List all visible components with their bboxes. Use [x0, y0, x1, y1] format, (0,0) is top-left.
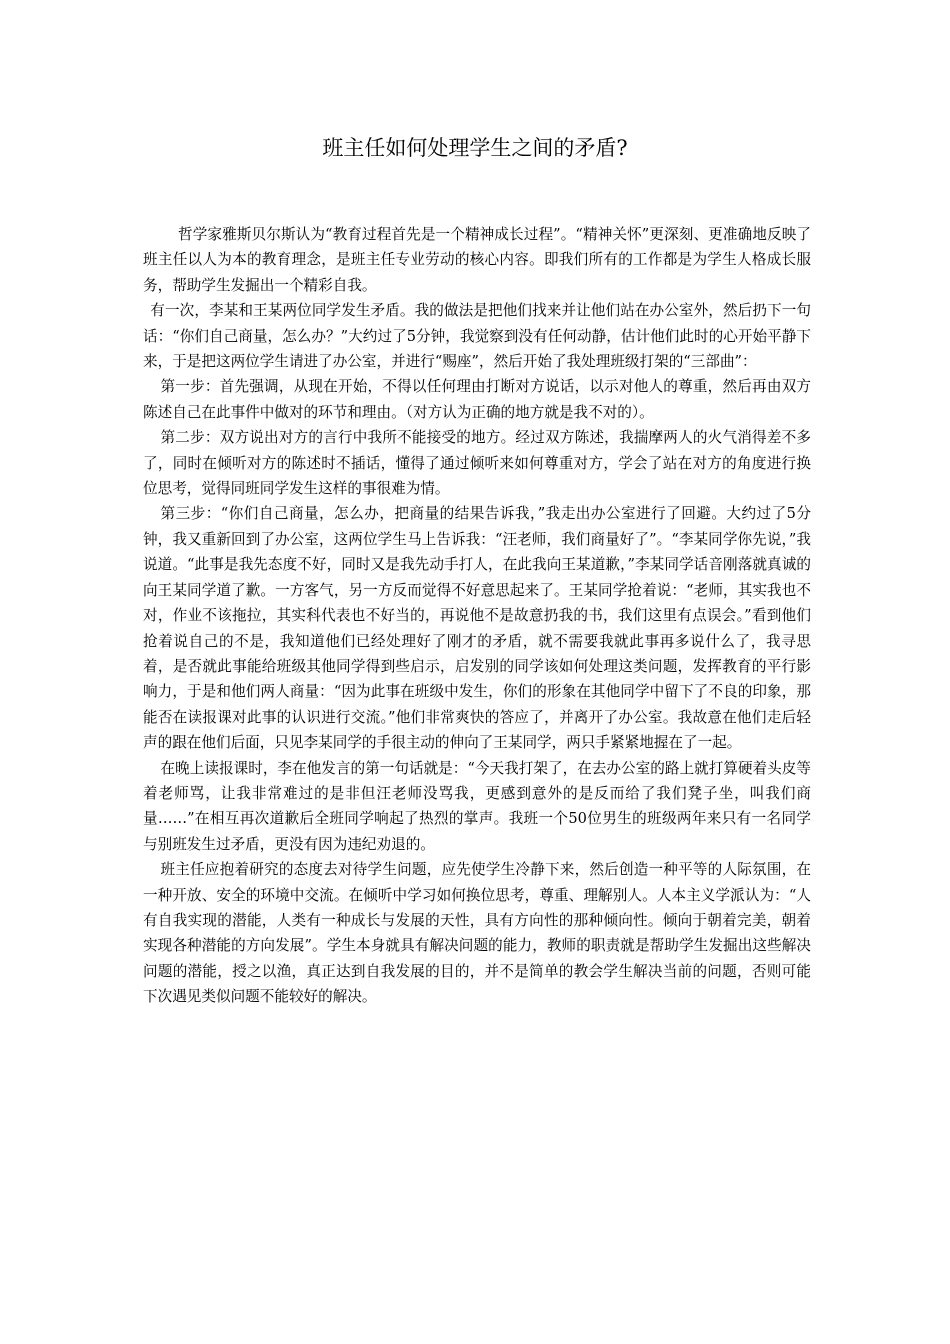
paragraph-step-three: 第三步：“你们自己商量，怎么办，把商量的结果告诉我，”我走出办公室进行了回避。大约过了5分钟，我又重新回到了办公室，这两位学生马上告诉我：“汪老师，我们商量好了”。“李某同学你先说，”我说道。“此事是我先态度不好，同时又是我先动手打人，在此我向王某道歉，”李某同学话音刚落就真诚的向王某同学道了歉。一方客气，另一方反而觉得不好意思起来了。王某同学抢着说：“老师，其实我也不对，作业不该拖拉，其实科代表也不好当的，再说他不是故意扔我的书，我们这里有点误会。”看到他们抢着说自己的不是，我知道他们已经处理好了刚才的矛盾，就不需要我就此事再多说什么了，我寻思着，是否就此事能给班级其他同学得到些启示，启发别的同学该如何处理这类问题，发挥教育的平行影响力，于是和他们两人商量：“因为此事在班级中发生，你们的形象在其他同学中留下了不良的印象，那能否在读报课对此事的认识进行交流。”他们非常爽快的答应了，并离开了办公室。我故意在他们走后轻声的跟在他们后面，只见李某同学的手很主动的伸向了王某同学，两只手紧紧地握在了一起。 [143, 505, 811, 752]
paragraph-intro: 哲学家雅斯贝尔斯认为“教育过程首先是一个精神成长过程”。“精神关怀”更深刻、更准确地反映了班主任以人为本的教育理念，是班主任专业劳动的核心内容。即我们所有的工作都是为学生人格成长服务，帮助学生发掘出一个精彩自我。 [143, 226, 811, 294]
paragraph-step-two: 第二步：双方说出对方的言行中我所不能接受的地方。经过双方陈述，我揣摩两人的火气消得差不多了，同时在倾听对方的陈述时不插话，懂得了通过倾听来如何尊重对方，学会了站在对方的角度进行换位思考，觉得同班同学发生这样的事很难为情。 [143, 429, 811, 498]
paragraph-step-one: 第一步：首先强调，从现在开始，不得以任何理由打断对方说话，以示对他人的尊重，然后再由双方陈述自己在此事件中做对的环节和理由。（对方认为正确的地方就是我不对的）。 [143, 378, 811, 421]
paragraph-incident: 有一次，李某和王某两位同学发生矛盾。我的做法是把他们找来并让他们站在办公室外，然后扔下一句话：“你们自己商量，怎么办？”大约过了5分钟，我觉察到没有任何动静，估计他们此时的心开始平静下来，于是把这两位学生请进了办公室，并进行“赐座”，然后开始了我处理班级打架的“三部曲”： [143, 302, 811, 371]
document-body [143, 222, 811, 1010]
page-title: 班主任如何处理学生之间的矛盾? [322, 136, 628, 160]
paragraph-evening: 在晚上读报课时，李在他发言的第一句话就是：“今天我打架了，在去办公室的路上就打算硬着头皮等着老师骂，让我非常难过的是非但汪老师没骂我，更感到意外的是反而给了我们凳子坐，叫我们商量……”在相互再次道歉后全班同学响起了热烈的掌声。我班一个50位男生的班级两年来只有一名同学与别班发生过矛盾，更没有因为违纪劝退的。 [143, 759, 811, 853]
paragraph-conclusion: 班主任应抱着研究的态度去对待学生问题，应先使学生冷静下来，然后创造一种平等的人际氛围，在一种开放、安全的环境中交流。在倾听中学习如何换位思考，尊重、理解别人。人本主义学派认为：“人有自我实现的潜能，人类有一种成长与发展的天性，具有方向性的那种倾向性。倾向于朝着完美，朝着实现各种潜能的方向发展”。学生本身就具有解决问题的能力，教师的职责就是帮助学生发掘出这些解决问题的潜能，授之以渔，真正达到自我发展的目的，并不是简单的教会学生解决当前的问题，否则可能下次遇见类似问题不能较好的解决。 [143, 861, 811, 1006]
